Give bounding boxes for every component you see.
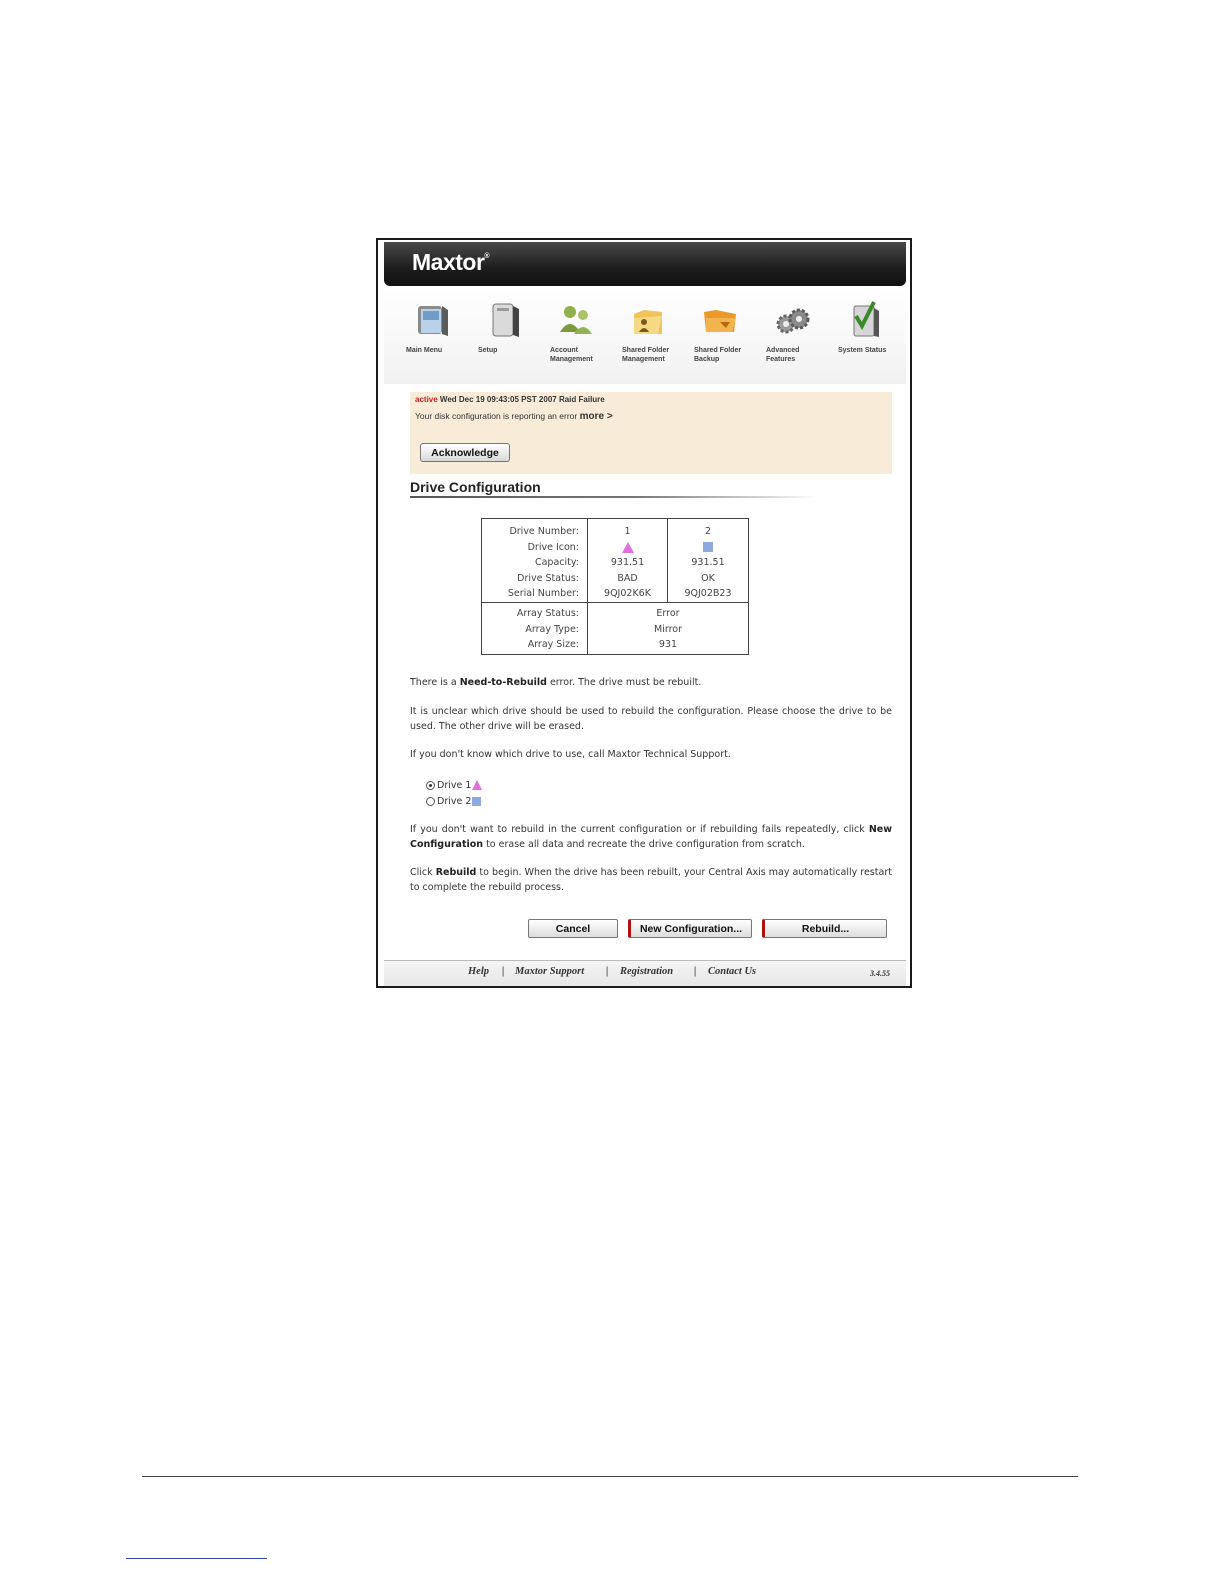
alert-detail-line: [415, 411, 613, 422]
nav-shared-folder-management[interactable]: [620, 298, 684, 378]
nav-label: Shared Folder Management: [622, 347, 670, 363]
rebuild-instructions: Click Rebuild to begin. When the drive has been rebuilt, your Central Axis may automatically restart to complete the rebuild process.: [410, 867, 892, 893]
array-type: Mirror: [654, 623, 682, 635]
radio-button[interactable]: [426, 781, 435, 790]
title-divider: [410, 496, 820, 498]
footer-separator: |: [502, 966, 505, 977]
nav-shared-folder-backup[interactable]: [692, 298, 756, 378]
more-link[interactable]: more >: [579, 411, 613, 422]
alert-status: active: [415, 395, 438, 404]
drive-status: OK: [701, 572, 715, 584]
array-labels-column: [482, 603, 588, 655]
drive-serial: 9QJ02K6K: [604, 588, 651, 600]
array-size: 931: [658, 639, 678, 651]
square-blue-icon: [703, 542, 713, 552]
drive-number: 1: [624, 526, 631, 537]
footer-separator: |: [694, 966, 697, 977]
maxtor-logo: Maxtor®: [412, 249, 490, 275]
array-values-column: [588, 603, 748, 655]
drive-number: 2: [704, 526, 712, 537]
radio-label: Drive 2: [437, 795, 472, 807]
label-serial-number: Serial Number:: [507, 588, 579, 600]
drive-2-column: [668, 519, 748, 603]
label-array-status: Array Status:: [516, 608, 579, 619]
checkmark-status-icon: [844, 300, 884, 340]
page-footer: [384, 960, 906, 986]
radio-button[interactable]: [426, 797, 435, 806]
square-blue-icon: [472, 797, 481, 806]
drive-table: [481, 518, 749, 655]
footer-link-contact-us[interactable]: Contact Us: [708, 966, 757, 977]
choose-drive-message: It is unclear which drive should be used to rebuild the configuration. Please choose the drive to be used. The other drive will be erased.: [410, 706, 892, 732]
cancel-button[interactable]: Cancel: [528, 919, 618, 938]
label-array-type: Array Type:: [525, 623, 579, 635]
nav-main-menu[interactable]: [404, 298, 468, 378]
drive-serial: 9QJ02B23: [684, 588, 732, 600]
backup-folder-icon: [700, 300, 740, 340]
footer-link-maxtor-support[interactable]: Maxtor Support: [515, 966, 585, 977]
nav-account-management[interactable]: [548, 298, 612, 378]
app-header: [384, 242, 906, 286]
alert-banner: [410, 392, 892, 474]
triangle-pink-icon: [472, 780, 482, 790]
label-drive-icon: Drive Icon:: [527, 541, 579, 553]
footnote-rule: [126, 1558, 267, 1559]
nav-label: Shared Folder Backup: [694, 347, 742, 363]
footer-link-registration[interactable]: Registration: [620, 966, 674, 977]
drive-2-radio[interactable]: [426, 793, 482, 809]
nav-label: System Status: [838, 347, 887, 354]
setup-icon: [484, 300, 524, 340]
radio-selected-dot: [429, 784, 432, 787]
users-icon: [556, 300, 596, 340]
main-menu-icon: [412, 300, 452, 340]
footer-separator: |: [606, 966, 609, 977]
label-array-size: Array Size:: [527, 639, 579, 651]
nav-label: Main Menu: [406, 347, 443, 354]
drive-capacity: 931.51: [610, 557, 645, 569]
acknowledge-button[interactable]: Acknowledge: [420, 443, 510, 462]
nav-label: Account Management: [550, 347, 593, 363]
label-drive-number: Drive Number:: [509, 526, 579, 537]
drive-capacity: 931.51: [691, 557, 725, 569]
drive-labels-column: [482, 519, 588, 603]
gears-icon: [772, 300, 812, 340]
nav-system-status[interactable]: [836, 298, 900, 378]
drive-choice-group: [426, 777, 482, 809]
nav-label: Advanced Features: [766, 347, 800, 363]
rebuild-error-message: There is a Need-to-Rebuild error. The drive must be rebuilt.: [410, 677, 702, 688]
page-bottom-rule: [142, 1476, 1078, 1477]
radio-label: Drive 1: [437, 779, 472, 791]
drive-1-column: [588, 519, 668, 603]
array-status: Error: [656, 608, 680, 619]
triangle-pink-icon: [622, 542, 634, 553]
nav-setup[interactable]: [476, 298, 540, 378]
rebuild-button[interactable]: Rebuild...: [762, 919, 887, 938]
alert-headline: [415, 395, 605, 404]
drive-1-radio[interactable]: [426, 777, 482, 793]
nav-advanced-features[interactable]: [764, 298, 828, 378]
nav-bar: [384, 288, 906, 384]
drive-status: BAD: [617, 572, 638, 584]
nav-label: Setup: [478, 347, 498, 354]
browser-screenshot: [376, 238, 912, 988]
new-configuration-message: If you don't want to rebuild in the current configuration or if rebuilding fails repeatedly, click New Configuration to erase all data and recreate the drive configuration from scratch.: [410, 824, 892, 850]
new-configuration-button[interactable]: New Configuration...: [628, 919, 752, 938]
page-title: Drive Configuration: [410, 479, 541, 495]
alert-detail: Your disk configuration is reporting an error: [415, 411, 578, 421]
label-drive-status: Drive Status:: [517, 572, 579, 584]
alert-message: Wed Dec 19 09:43:05 PST 2007 Raid Failure: [439, 395, 605, 404]
label-capacity: Capacity:: [534, 557, 579, 569]
shared-folder-icon: [628, 300, 668, 340]
version-number: 3.4.55: [870, 969, 890, 978]
support-message: If you don't know which drive to use, call Maxtor Technical Support.: [410, 749, 731, 760]
footer-link-help[interactable]: Help: [468, 966, 489, 977]
